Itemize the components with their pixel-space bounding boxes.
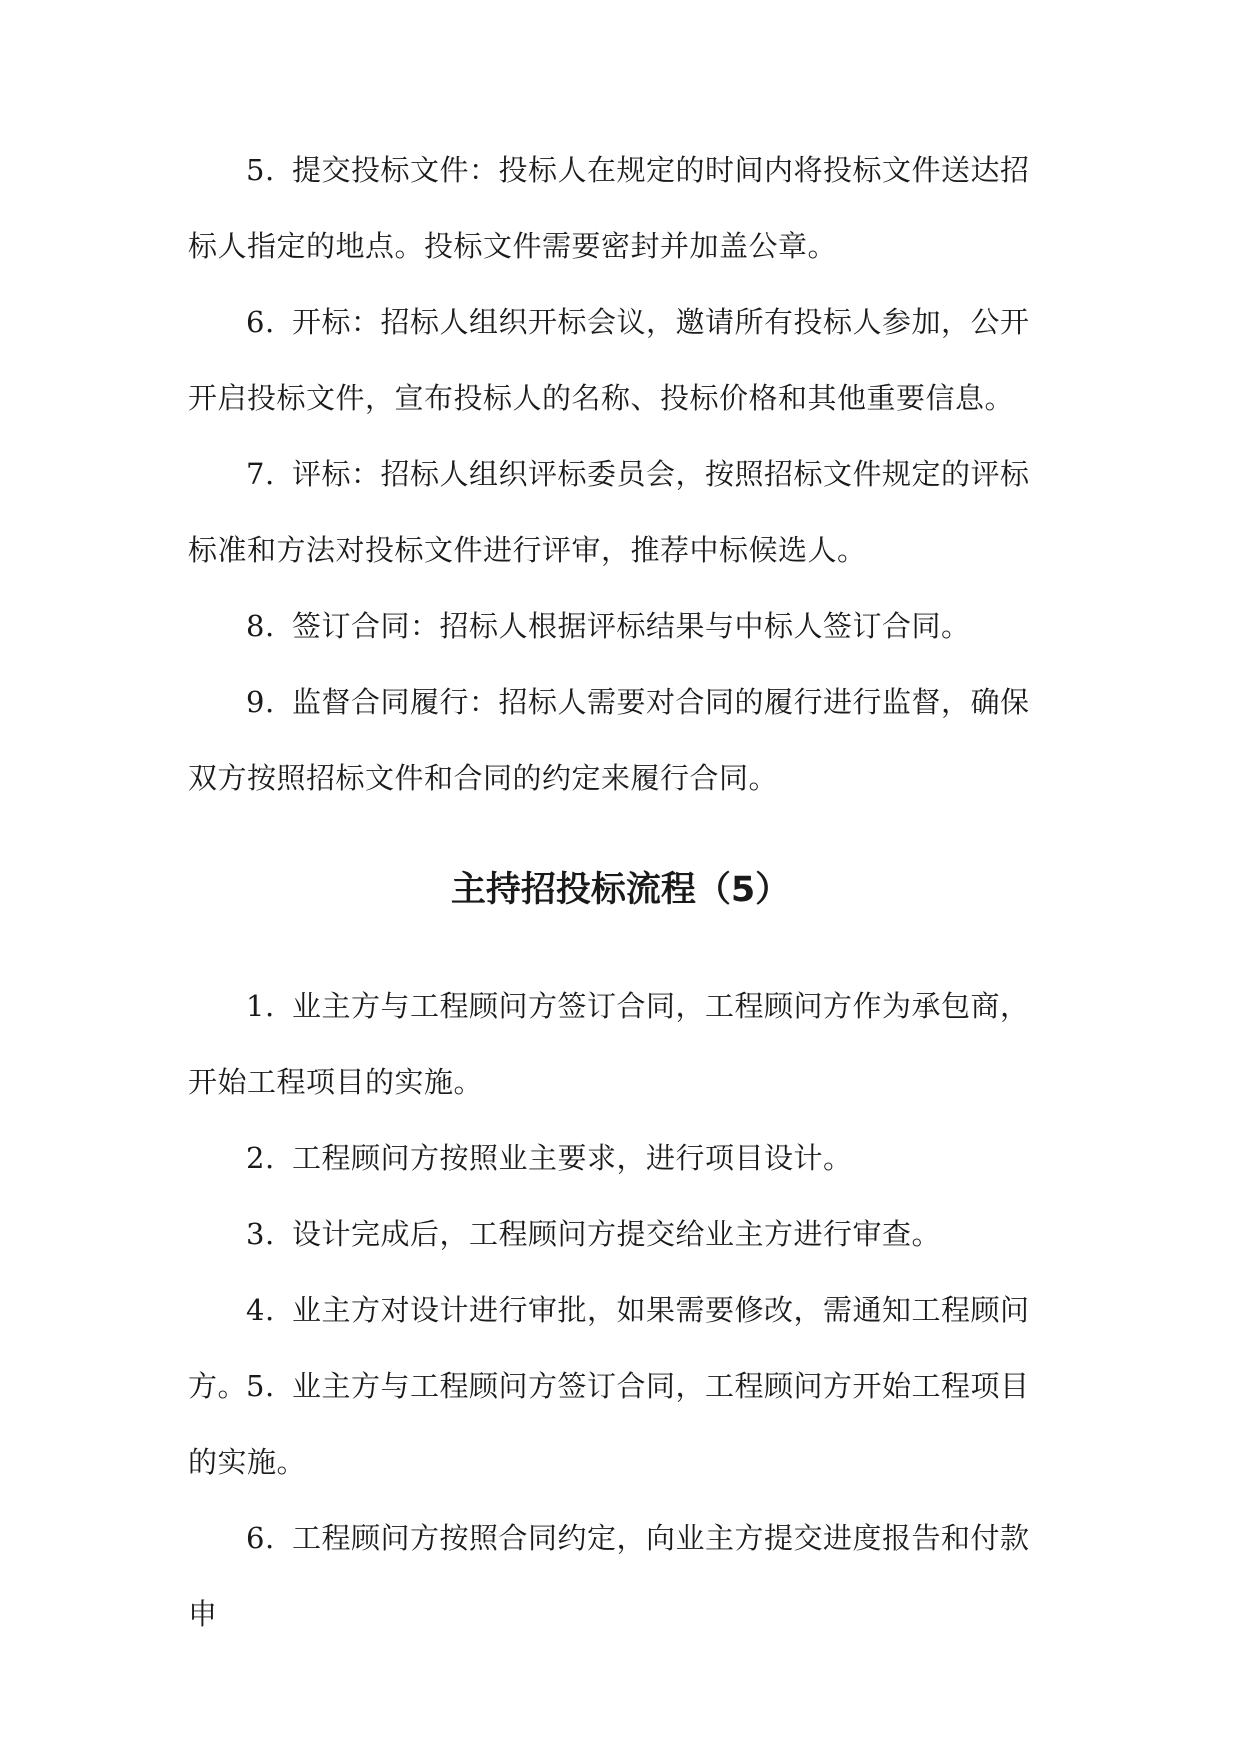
item-text: 业主方与工程顾问方签订合同，工程顾问方开始工程项目的实施。: [188, 1369, 1030, 1479]
section-heading: 主持招投标流程（5）: [450, 870, 791, 910]
list-item: [188, 132, 1054, 284]
item-number: 5.: [246, 153, 275, 187]
item-number: 4.: [246, 1293, 275, 1327]
item-text: 设计完成后，工程顾问方提交给业主方进行审查。: [292, 1217, 942, 1251]
item-text: 工程顾问方按照合同约定，向业主方提交进度报告和付款申: [188, 1521, 1030, 1631]
item-number: 6.: [246, 305, 275, 339]
item-text: 签订合同：招标人根据评标结果与中标人签订合同。: [292, 609, 971, 643]
item-number: 8.: [246, 609, 275, 643]
list-item: [188, 284, 1054, 436]
list-item: [188, 1196, 1054, 1272]
item-number: 6.: [246, 1521, 275, 1555]
item-text: 工程顾问方按照业主要求，进行项目设计。: [292, 1141, 853, 1175]
list-item: [188, 1500, 1054, 1652]
item-number: 7.: [246, 457, 275, 491]
item-text: 业主方与工程顾问方签订合同，工程顾问方作为承包商，开始工程项目的实施。: [188, 989, 1030, 1099]
item-number: 5.: [246, 1369, 275, 1403]
item-text: 提交投标文件：投标人在规定的时间内将投标文件送达招标人指定的地点。投标文件需要密封并加盖公章。: [188, 153, 1030, 263]
item-text: 业主方对设计进行审批，如果需要修改，需通知工程顾问方。: [188, 1293, 1030, 1403]
list-item: [188, 664, 1054, 816]
list-item: [188, 436, 1054, 588]
list-item: [188, 968, 1054, 1120]
item-text: 评标：招标人组织评标委员会，按照招标文件规定的评标标准和方法对投标文件进行评审，推荐中标候选人。: [188, 457, 1030, 567]
item-number: 3.: [246, 1217, 275, 1251]
list-item: [188, 588, 1054, 664]
item-number: 1.: [246, 989, 275, 1023]
list-item: [188, 1348, 1054, 1500]
item-number: 9.: [246, 685, 275, 719]
list-item: [188, 1120, 1054, 1196]
item-text: 监督合同履行：招标人需要对合同的履行进行监督，确保双方按照招标文件和合同的约定来履行合同。: [188, 685, 1030, 795]
item-number: 2.: [246, 1141, 275, 1175]
item-text: 开标：招标人组织开标会议，邀请所有投标人参加，公开开启投标文件，宣布投标人的名称、投标价格和其他重要信息。: [188, 305, 1030, 415]
